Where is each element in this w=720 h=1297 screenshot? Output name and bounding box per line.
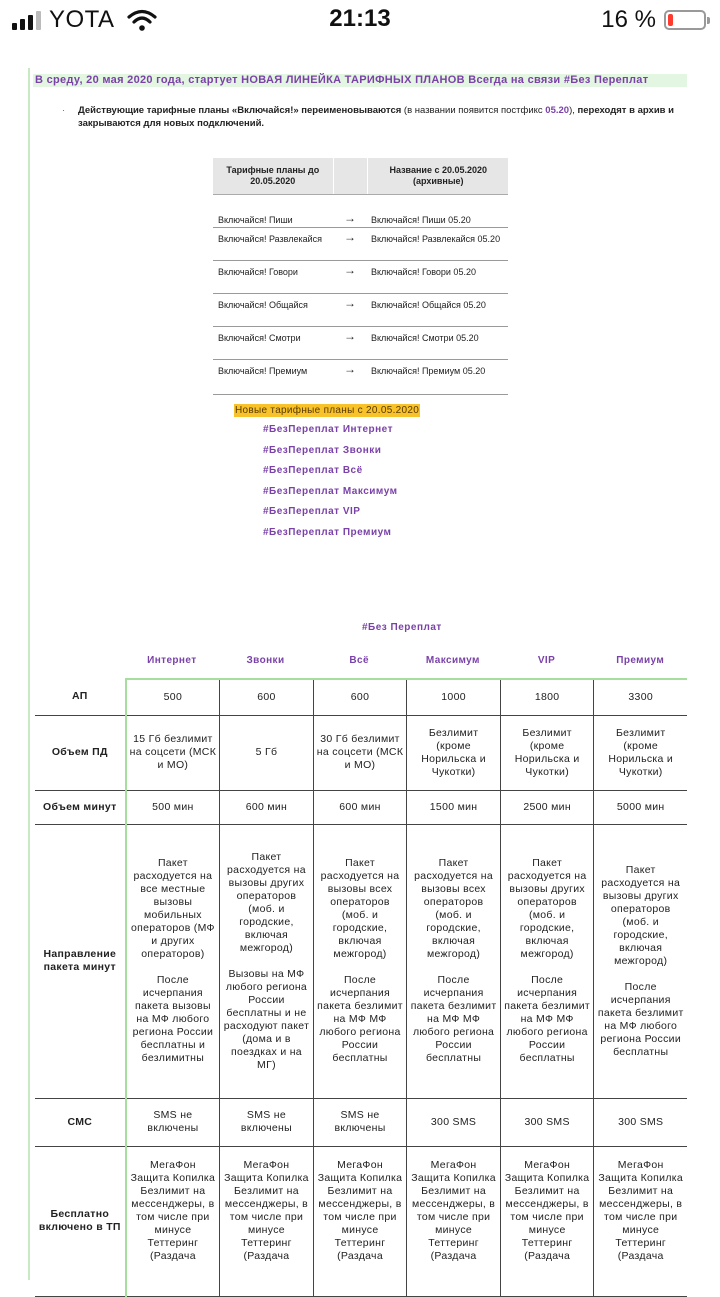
direction-text-b: После исчерпания пакета вызовы на МФ любого региона России бесплатны и безлимитны — [132, 974, 214, 1064]
plan-link-premium[interactable]: #БезПереплат Премиум — [263, 526, 392, 538]
header-spacer — [333, 158, 369, 194]
status-bar — [0, 0, 720, 40]
tariff-cell: 600 — [220, 679, 314, 715]
carrier-name: YOTA — [49, 6, 115, 33]
tariff-cell: МегаФон Защита Копилка Безлимит на мессенджеры, в том числе при минусе Теттеринг (Раздача — [220, 1146, 314, 1296]
arrow-icon: → — [344, 211, 356, 225]
tariff-cell: Безлимит (кроме Норильска и Чукотки) — [594, 715, 687, 790]
arrow-icon: → — [344, 362, 356, 376]
bullet-bold-text-2: переходят в архив и закрываются для новых подключений. — [78, 105, 674, 129]
bullet-normal-text-2: ), — [569, 105, 578, 116]
tariff-row-minutes — [35, 790, 687, 824]
tariff-cell: SMS не включены — [126, 1098, 220, 1146]
tariff-cell: МегаФон Защита Копилка Безлимит на мессенджеры, в том числе при минусе Теттеринг (Раздача — [126, 1146, 220, 1296]
tariff-cell: 1500 мин — [407, 790, 501, 824]
tariff-cell — [594, 824, 687, 1098]
direction-text-b: После исчерпания пакета безлимит на МФ МФ любого региона России бесплатны — [410, 974, 497, 1064]
direction-text-b: Вызовы на МФ любого региона России бесплатны и не расходуют пакет (дома и в поездках и на МГ) — [223, 967, 310, 1071]
rename-from: Включайся! Пиши — [218, 215, 293, 225]
new-plans-list — [263, 424, 398, 548]
direction-text-b: После исчерпания пакета безлимит на МФ МФ любого региона России бесплатны — [317, 974, 403, 1064]
arrow-icon: → — [344, 263, 356, 277]
announcement-text: В среду, 20 мая 2020 года, стартует — [35, 74, 242, 86]
direction-text-a: Пакет расходуется на все местные вызовы мобильных операторов (МФ и других операторов) — [130, 857, 215, 960]
direction-text-a: Пакет расходуется на вызовы других операторов (моб. и городские, включая межгород) — [601, 863, 681, 967]
direction-text-b: После исчерпания пакета безлимит на МФ МФ любого региона России бесплатны — [504, 974, 591, 1064]
plan-link-internet[interactable]: #БезПереплат Интернет — [263, 424, 393, 435]
tariff-cell: 1000 — [407, 679, 501, 715]
battery-percent: 16 % — [601, 6, 656, 33]
header-from: Тарифные планы до 20.05.2020 — [226, 165, 320, 186]
plan-link-all[interactable]: #БезПереплат Всё — [263, 465, 363, 477]
rename-to: Включайся! Развлекайся 05.20 — [371, 234, 501, 244]
rename-row — [213, 360, 508, 395]
status-right — [601, 6, 706, 34]
bullet-dot: · — [62, 105, 66, 116]
new-plans-title: Новые тарифные планы с 20.05.2020 — [235, 405, 420, 416]
direction-text-b: После исчерпания пакета безлимит на МФ любого региона России бесплатны — [597, 980, 684, 1058]
tariff-cell — [407, 824, 501, 1098]
rename-from: Включайся! Говори — [218, 267, 298, 277]
direction-text-a: Пакет расходуется на вызовы всех операторов (моб. и городские, включая межгород) — [414, 857, 493, 960]
tariff-table-title: #Без Переплат — [362, 622, 442, 633]
rename-from: Включайся! Смотри — [218, 333, 301, 343]
tariff-column-headers — [125, 655, 687, 666]
tariff-row-data — [35, 715, 687, 790]
arrow-icon: → — [344, 230, 356, 244]
announcement-banner — [33, 74, 687, 87]
arrow-icon: → — [344, 329, 356, 343]
tariff-cell: 2500 мин — [500, 790, 594, 824]
rename-row — [213, 228, 508, 261]
column-header: VIP — [537, 655, 556, 666]
tariff-cell: МегаФон Защита Копилка Безлимит на мессенджеры, в том числе при минусе Теттеринг (Раздача — [594, 1146, 687, 1296]
tariff-cell: SMS не включены — [313, 1098, 407, 1146]
tariff-cell: 3300 — [594, 679, 687, 715]
row-label: СМС — [35, 1098, 126, 1146]
rename-row — [213, 261, 508, 294]
rename-from: Включайся! Премиум — [218, 366, 308, 376]
tariff-row-direction — [35, 824, 687, 1098]
row-label: Направление пакета минут — [35, 824, 126, 1098]
clock: 21:13 — [329, 5, 391, 32]
row-label: Объем минут — [35, 790, 126, 824]
tariff-row-sms — [35, 1098, 687, 1146]
row-label: АП — [35, 679, 126, 715]
plan-link-maximum[interactable]: #БезПереплат Максимум — [263, 485, 398, 497]
tariff-cell: 600 — [313, 679, 407, 715]
rename-table — [213, 158, 508, 395]
tariff-row-free — [35, 1146, 687, 1296]
rename-from: Включайся! Общайся — [218, 300, 308, 310]
tariff-cell: SMS не включены — [220, 1098, 314, 1146]
tariff-cell: 500 — [126, 679, 220, 715]
bullet-suffix: 05.20 — [545, 105, 570, 116]
row-label: Бесплатно включено в ТП — [35, 1146, 126, 1296]
column-header: Звонки — [246, 655, 285, 666]
rename-to: Включайся! Смотри 05.20 — [371, 333, 479, 343]
tariff-cell: МегаФон Защита Копилка Безлимит на мессенджеры, в том числе при минусе Теттеринг (Раздача — [500, 1146, 594, 1296]
tariff-cell: Безлимит (кроме Норильска и Чукотки) — [407, 715, 501, 790]
bullet-bold-text: Действующие тарифные планы «Включайся!» переименовываются — [78, 105, 402, 116]
rename-table-header — [213, 158, 508, 195]
tariff-cell — [500, 824, 594, 1098]
header-to: Название с 20.05.2020 (архивные) — [389, 165, 488, 186]
rename-row — [213, 327, 508, 360]
rename-row — [213, 209, 508, 228]
column-header: Всё — [349, 655, 369, 666]
tariff-cell: 300 SMS — [500, 1098, 594, 1146]
rename-to: Включайся! Говори 05.20 — [371, 267, 476, 277]
announcement-text-end: Всегда на связи #Без Переплат — [464, 74, 649, 86]
tariff-cell: 1800 — [500, 679, 594, 715]
direction-text-a: Пакет расходуется на вызовы других операторов (моб. и городские, включая межгород) — [227, 850, 306, 954]
rename-row — [213, 294, 508, 327]
row-label: Объем ПД — [35, 715, 126, 790]
announcement-highlight: НОВАЯ ЛИНЕЙКА ТАРИФНЫХ ПЛАНОВ — [241, 74, 465, 86]
rename-to: Включайся! Общайся 05.20 — [371, 300, 486, 310]
bullet-normal-text: (в названии появится постфикс — [401, 105, 546, 116]
tariff-cell: 300 SMS — [407, 1098, 501, 1146]
direction-text-a: Пакет расходуется на вызовы всех операторов (моб. и городские, включая межгород) — [320, 857, 400, 960]
tariff-cell: Безлимит (кроме Норильска и Чукотки) — [500, 715, 594, 790]
bullet-paragraph — [62, 104, 692, 130]
arrow-icon: → — [344, 296, 356, 310]
rename-from: Включайся! Развлекайся — [218, 234, 323, 244]
tariff-cell: 30 Гб безлимит на соцсети (МСК и МО) — [313, 715, 407, 790]
column-header: Максимум — [425, 655, 480, 666]
tariff-cell: 5000 мин — [594, 790, 687, 824]
tariff-cell: 300 SMS — [594, 1098, 687, 1146]
tariff-cell: 15 Гб безлимит на соцсети (МСК и МО) — [126, 715, 220, 790]
battery-icon — [664, 10, 706, 30]
rename-to: Включайся! Премиум 05.20 — [371, 366, 486, 376]
tariff-cell — [220, 824, 314, 1098]
plan-link-calls[interactable]: #БезПереплат Звонки — [263, 444, 382, 456]
column-header: Премиум — [616, 655, 665, 666]
tariff-cell: МегаФон Защита Копилка Безлимит на мессенджеры, в том числе при минусе Теттеринг (Раздача — [313, 1146, 407, 1296]
tariff-cell — [126, 824, 220, 1098]
bullet-text — [62, 104, 692, 130]
column-header: Интернет — [147, 655, 197, 666]
tariff-table — [35, 678, 687, 1297]
plan-link-vip[interactable]: #БезПереплат VIP — [263, 506, 361, 518]
tariff-cell: 500 мин — [126, 790, 220, 824]
tariff-cell: 600 мин — [220, 790, 314, 824]
tariff-cell — [313, 824, 407, 1098]
rename-to: Включайся! Пиши 05.20 — [371, 215, 471, 225]
tariff-row-ap — [35, 679, 687, 715]
tariff-cell: МегаФон Защита Копилка Безлимит на мессенджеры, в том числе при минусе Теттеринг (Раздача — [407, 1146, 501, 1296]
tariff-cell: 600 мин — [313, 790, 407, 824]
tariff-cell: 5 Гб — [220, 715, 314, 790]
content-border-line — [28, 68, 30, 1280]
direction-text-a: Пакет расходуется на вызовы других операторов (моб. и городские, включая межгород) — [507, 857, 587, 960]
